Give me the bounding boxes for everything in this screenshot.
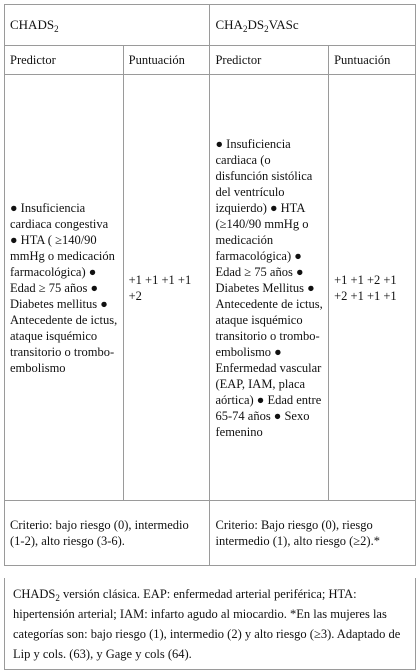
risk-score-table bbox=[4, 4, 416, 566]
left-score-list: +1 +1 +1 +1 +2 bbox=[128, 272, 192, 303]
right-scores-cell bbox=[329, 75, 416, 501]
right-score-header: Puntuación bbox=[329, 46, 416, 75]
chads2-title-cell bbox=[5, 5, 210, 46]
predictor-row bbox=[5, 75, 416, 501]
left-predictors-cell bbox=[5, 75, 124, 501]
right-predictor-header: Predictor bbox=[210, 46, 329, 75]
criteria-row bbox=[5, 501, 416, 566]
column-header-row bbox=[5, 46, 416, 75]
right-predictor-list: ● Insuficiencia cardiaca (o disfunción sistólica del ventrículo izquierdo) ● HTA (≥140/90 mmHg o medicación farmacológica) ● Edad ≥ 75 años ● Diabetes Mellitus ● Antecedente de ictus, ataque isquémico transitorio o trombo-embolismo ● Enfermedad vascular (EAP, IAM, placa aórtica) ● Edad entre 65-74 años ● Sexo femenino bbox=[215, 136, 323, 439]
left-score-header: Puntuación bbox=[123, 46, 210, 75]
right-score-list: +1 +1 +2 +1 +2 +1 +1 +1 bbox=[334, 272, 397, 303]
table-footnote bbox=[4, 578, 416, 670]
chads2-title: $CHADS_2$ bbox=[10, 17, 59, 34]
right-predictors-cell bbox=[210, 75, 329, 501]
footnote-text: versión clásica. EAP: enfermedad arterial periférica; HTA: hipertensión arterial; IAM: infarto agudo al miocardio. *En las mujeres las categorías son: bajo riesgo (1), intermedio (2) y alto riesgo (≥3). Adaptado de Lip y cols. (63), y Gage y cols (64). bbox=[13, 587, 401, 661]
right-criteria-cell: Criterio: Bajo riesgo (0), riesgo intermedio (1), alto riesgo (≥2).* bbox=[210, 501, 416, 566]
left-scores-cell bbox=[123, 75, 210, 501]
footnote-prefix: $CHADS_2$ bbox=[13, 587, 60, 603]
left-predictor-list: ● Insuficiencia cardiaca congestiva ● HTA ( ≥140/90 mmHg o medicación farmacológica) ● Edad ≥ 75 años ● Diabetes mellitus ● Antecedente de ictus, ataque isquémico transitorio o trombo-embolismo bbox=[10, 200, 118, 375]
table-title-row bbox=[5, 5, 416, 46]
left-criteria-cell: Criterio: bajo riesgo (0), intermedio (1-2), alto riesgo (3-6). bbox=[5, 501, 210, 566]
cha2ds2vasc-title: $CHA_2DS_2VASc$ bbox=[215, 17, 299, 34]
cha2ds2vasc-title-cell bbox=[210, 5, 416, 46]
left-predictor-header: Predictor bbox=[5, 46, 124, 75]
